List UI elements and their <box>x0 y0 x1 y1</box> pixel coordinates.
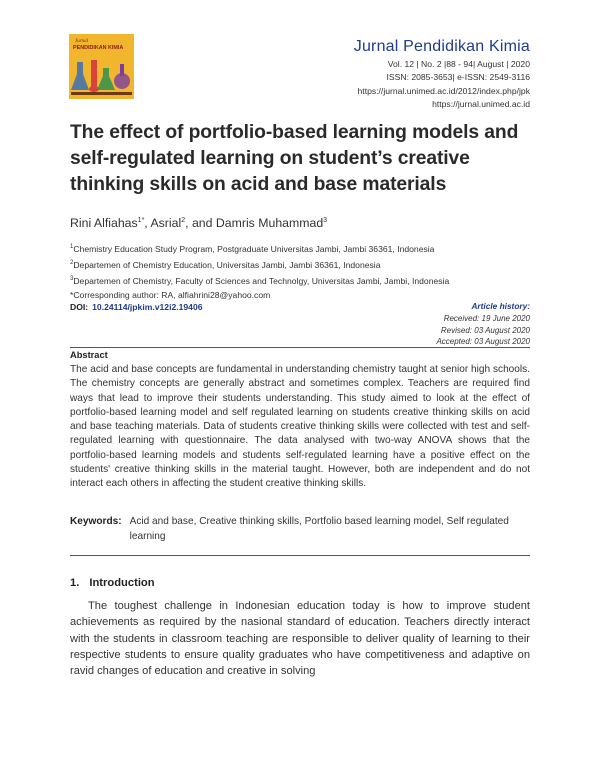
author-marker: 1* <box>137 216 145 224</box>
affiliation-list <box>70 240 449 303</box>
section-heading <box>70 577 155 589</box>
revised-date: Revised: 03 August 2020 <box>440 325 530 335</box>
affiliation-marker: 1 <box>70 244 74 250</box>
keywords-label: Keywords: <box>70 516 122 527</box>
affiliation-text: Chemistry Education Study Program, Postgraduate Universitas Jambi, Jambi 36361, Indonesia <box>73 243 435 254</box>
affiliation-item <box>70 272 449 288</box>
affiliation-item <box>70 240 449 256</box>
accepted-date: Accepted: 03 August 2020 <box>436 337 530 347</box>
section-number: 1. <box>70 577 80 589</box>
keywords-text: Acid and base, Creative thinking skills, Portfolio based learning model, Self regulated learning <box>129 516 509 542</box>
author-marker: 2 <box>181 216 186 224</box>
logo-text-line1: Jurnal <box>75 39 89 44</box>
divider <box>70 555 530 556</box>
section-title: Introduction <box>89 577 155 589</box>
history-label: Article history: <box>471 301 530 311</box>
logo-text-line2: PENDIDIKAN KIMIA <box>73 45 124 51</box>
volume-line: Vol. 12 | No. 2 |88 - 94| August | 2020 <box>387 59 530 69</box>
divider <box>70 347 530 348</box>
author-name: Damris Muhammad <box>215 216 324 230</box>
abstract-text: The acid and base concepts are fundamental in understanding chemistry taught at senior high schools. The chemistry concepts are generally abstract and sometimes complex. Teachers are required find ways that lead to improve their students understanding. This study aimed to look at the effect of portfolio-based learning model and self regulated learning on students creative thinking skills on acid and base teaching materials. Data of students creative thinking skills were collected with test and self-regulated learning with questionnaire. The data analysed with two-way ANOVA shows that the portfolio-based learning models and students self-regulated learning have a positive effect on the students' creative thinking skills in the material taught. However, both are independent and do not interact each others in affecting the student creative thinking skills. <box>70 364 530 489</box>
issn-line: ISSN: 2085-3653| e-ISSN: 2549-3116 <box>386 72 530 83</box>
author-name: Asrial <box>150 216 182 230</box>
affiliation-text: Departemen of Chemistry Education, Universitas Jambi, Jambi 36361, Indonesia <box>73 260 381 271</box>
doi-link[interactable]: 10.24114/jpkim.v12i2.19406 <box>92 302 203 312</box>
received-date: Received: 19 June 2020 <box>443 313 530 323</box>
affiliation-marker: 2 <box>70 260 74 267</box>
doi-label: DOI: <box>70 302 89 312</box>
journal-home-link[interactable]: https://jurnal.unimed.ac.id <box>432 98 530 109</box>
affiliation-marker: 3 <box>70 276 74 283</box>
corresponding-author[interactable]: *Corresponding author: RA, alfiahrini28@yahoo.com <box>70 290 271 301</box>
affiliation-text: Departemen of Chemistry, Faculty of Sciences and Technolgy, Universitas Jambi, Jambi, Indonesia <box>73 276 450 287</box>
author-separator: , <box>144 216 151 230</box>
author-separator: , and <box>185 216 216 230</box>
article-title: The effect of portfolio-based learning models and self-regulated learning on student’s creative thinking skills on acid and base materials <box>70 122 519 195</box>
author-name: Rini Alfiahas <box>70 216 138 230</box>
journal-url-link[interactable]: https://jurnal.unimed.ac.id/2012/index.php/jpk <box>357 85 530 96</box>
doi-line <box>70 302 203 312</box>
journal-logo <box>69 34 134 99</box>
intro-paragraph: The toughest challenge in Indonesian education today is how to improve student achievements as required by the nasional standard of education. Teachers directly interact with the students in classroom teaching are responsible to deliver quality of learning to their respective students to ensure quality graduates who have competitiveness and adaptive on ravid changes of education and creative in solving <box>70 600 530 678</box>
article-history <box>436 301 530 348</box>
author-marker: 3 <box>323 216 328 224</box>
journal-name: Jurnal Pendidikan Kimia <box>353 38 530 55</box>
author-list <box>70 216 327 230</box>
chemistry-glassware-icon <box>69 34 134 99</box>
affiliation-item <box>70 256 449 272</box>
journal-meta <box>358 58 530 111</box>
abstract-heading: Abstract <box>70 350 108 360</box>
keywords <box>70 514 530 544</box>
